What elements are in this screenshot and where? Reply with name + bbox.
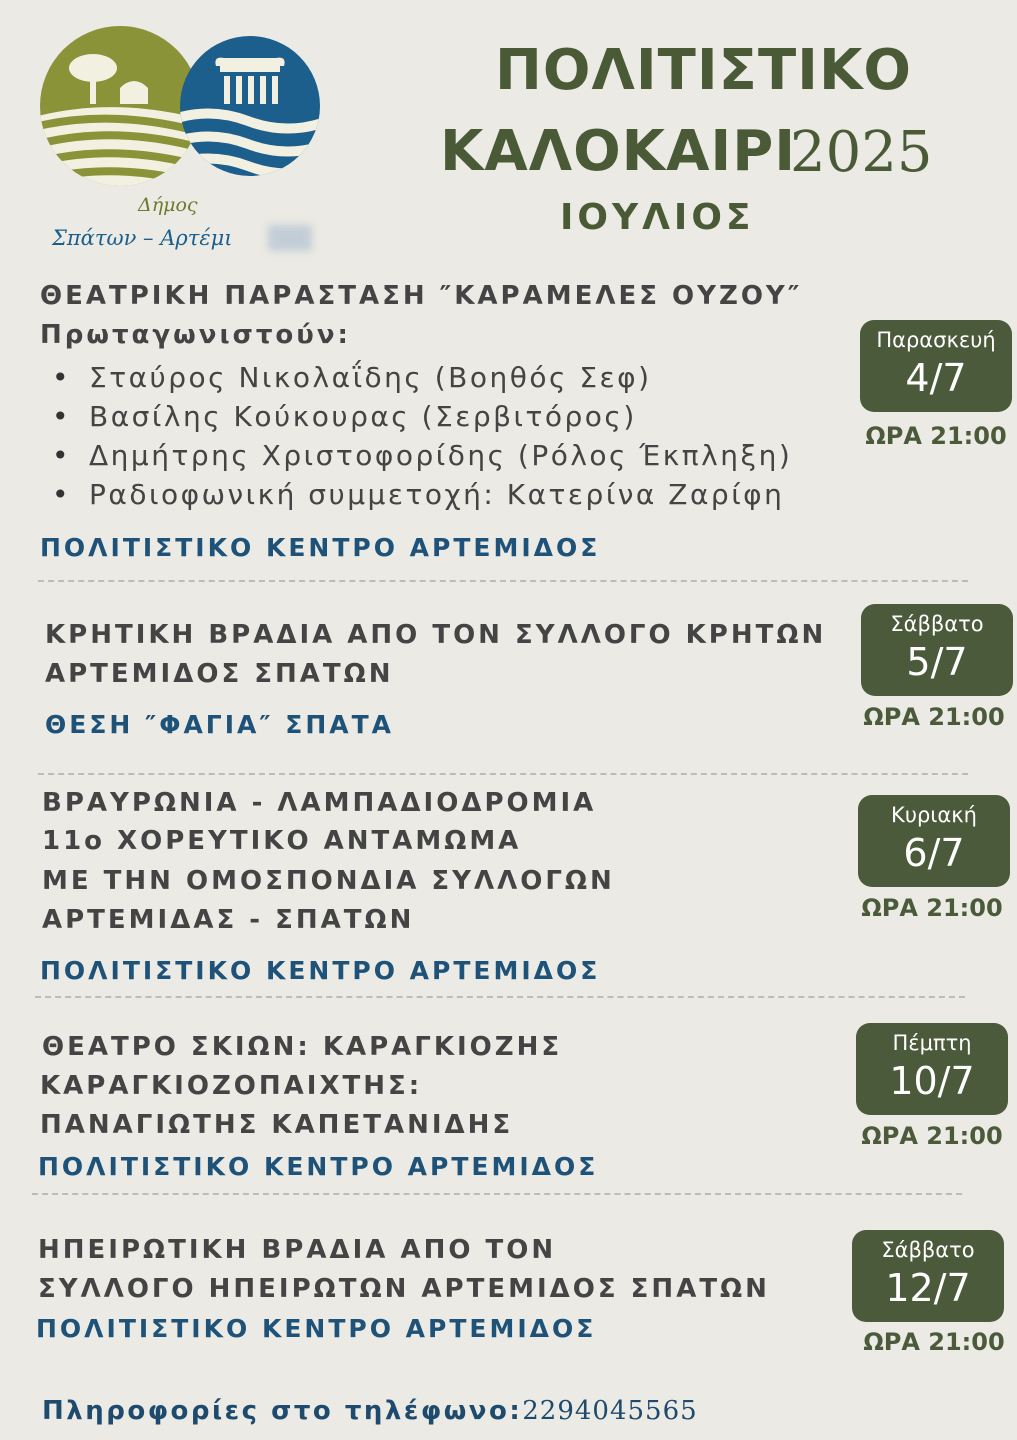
event-5-line-2: ΣΥΛΛΟΓΟ ΗΠΕΙΡΩΤΩΝ ΑΡΤΕΜΙΔΟΣ ΣΠΑΤΩΝ: [38, 1274, 770, 1304]
separator: [32, 1193, 962, 1195]
event-3-line-4: ΑΡΤΕΜΙΔΑΣ - ΣΠΑΤΩΝ: [42, 905, 415, 935]
logo-text-dimos: Δήμος: [138, 194, 198, 216]
event-1-date: 4/7: [905, 356, 967, 400]
event-4-day: Πέμπτη: [892, 1031, 972, 1055]
event-3-venue: ΠΟΛΙΤΙΣΤΙΚΟ ΚΕΝΤΡΟ ΑΡΤΕΜΙΔΟΣ: [40, 956, 601, 985]
separator: [38, 773, 968, 775]
event-3-line-3: ΜΕ ΤΗΝ ΟΜΟΣΠΟΝΔΙΑ ΣΥΛΛΟΓΩΝ: [42, 866, 615, 896]
event-2-line-1: ΚΡΗΤΙΚΗ ΒΡΑΔΙΑ ΑΠΟ ΤΟΝ ΣΥΛΛΟΓΟ ΚΡΗΤΩΝ: [45, 620, 827, 650]
event-5-venue: ΠΟΛΙΤΙΣΤΙΚΟ ΚΕΝΤΡΟ ΑΡΤΕΜΙΔΟΣ: [36, 1314, 597, 1343]
logo-blur-overlay: [268, 225, 312, 251]
title-line-1: ΠΟΛΙΤΙΣΤΙΚΟ: [495, 38, 912, 103]
cast-item: • Ραδιοφωνική συμμετοχή: Κατερίνα Ζαρίφη: [52, 475, 792, 514]
event-3-line-2: 11ο ΧΟΡΕΥΤΙΚΟ ΑΝΤΑΜΩΜΑ: [42, 826, 522, 856]
event-4-date: 10/7: [889, 1059, 975, 1103]
event-1-date-badge: [860, 320, 1012, 412]
event-5-line-1: ΗΠΕΙΡΩΤΙΚΗ ΒΡΑΔΙΑ ΑΠΟ ΤΟΝ: [38, 1235, 557, 1265]
event-4-venue: ΠΟΛΙΤΙΣΤΙΚΟ ΚΕΝΤΡΟ ΑΡΤΕΜΙΔΟΣ: [38, 1152, 599, 1181]
separator: [38, 580, 968, 582]
event-5-day: Σάββατο: [881, 1238, 975, 1262]
event-4-line-3: ΠΑΝΑΓΙΩΤΗΣ ΚΑΠΕΤΑΝΙΔΗΣ: [40, 1110, 514, 1140]
separator: [35, 996, 965, 998]
info-label: Πληροφορίες στο τηλέφωνο:: [42, 1396, 523, 1426]
event-3-date: 6/7: [903, 831, 965, 875]
title-line-2: ΚΑΛΟΚΑΙΡΙ: [440, 119, 797, 184]
cast-item: • Βασίλης Κούκουρας (Σερβιτόρος): [52, 397, 792, 436]
event-5-date-badge: [852, 1230, 1004, 1322]
event-4-time: ΩΡΑ 21:00: [861, 1122, 1003, 1150]
event-1-title: ΘΕΑΤΡΙΚΗ ΠΑΡΑΣΤΑΣΗ ″ΚΑΡΑΜΕΛΕΣ ΟΥΖΟΥ″: [40, 281, 803, 311]
event-5-date: 12/7: [885, 1266, 971, 1310]
cast-item: • Δημήτρης Χριστοφορίδης (Ρόλος Έκπληξη): [52, 436, 792, 475]
event-1-time: ΩΡΑ 21:00: [865, 422, 1007, 450]
event-3-date-badge: [858, 795, 1010, 887]
event-1-day: Παρασκευή: [876, 328, 996, 352]
cast-item: • Σταύρος Νικολαΐδης (Βοηθός Σεφ): [52, 358, 792, 397]
event-2-date: 5/7: [906, 640, 968, 684]
event-4-line-1: ΘΕΑΤΡΟ ΣΚΙΩΝ: ΚΑΡΑΓΚΙΟΖΗΣ: [42, 1032, 563, 1062]
info-phone-footer: [42, 1396, 698, 1426]
title-year: 2025: [790, 120, 933, 185]
event-2-venue: ΘΕΣΗ ″ΦΑΓΙΑ″ ΣΠΑΤΑ: [45, 710, 395, 739]
event-2-line-2: ΑΡΤΕΜΙΔΟΣ ΣΠΑΤΩΝ: [45, 659, 394, 689]
event-1-venue: ΠΟΛΙΤΙΣΤΙΚΟ ΚΕΝΤΡΟ ΑΡΤΕΜΙΔΟΣ: [40, 533, 601, 562]
month-label: ΙΟΥΛΙΟΣ: [560, 197, 755, 238]
event-3-time: ΩΡΑ 21:00: [861, 894, 1003, 922]
event-3-day: Κυριακή: [891, 803, 977, 827]
event-1-cast-list: [52, 358, 792, 514]
phone-number: 2294045565: [522, 1396, 698, 1426]
event-4-date-badge: [856, 1023, 1008, 1115]
event-1-subtitle: Πρωταγωνιστούν:: [40, 320, 351, 350]
event-2-date-badge: [861, 604, 1013, 696]
event-4-line-2: ΚΑΡΑΓΚΙΟΖΟΠΑΙΧΤΗΣ:: [40, 1071, 423, 1101]
event-5-time: ΩΡΑ 21:00: [863, 1328, 1005, 1356]
event-2-day: Σάββατο: [890, 612, 984, 636]
logo-text-spata-artemida: Σπάτων – Αρτέμι: [52, 226, 233, 250]
event-2-time: ΩΡΑ 21:00: [863, 703, 1005, 731]
event-3-line-1: ΒΡΑΥΡΩΝΙΑ - ΛΑΜΠΑΔΙΟΔΡΟΜΙΑ: [42, 788, 597, 818]
